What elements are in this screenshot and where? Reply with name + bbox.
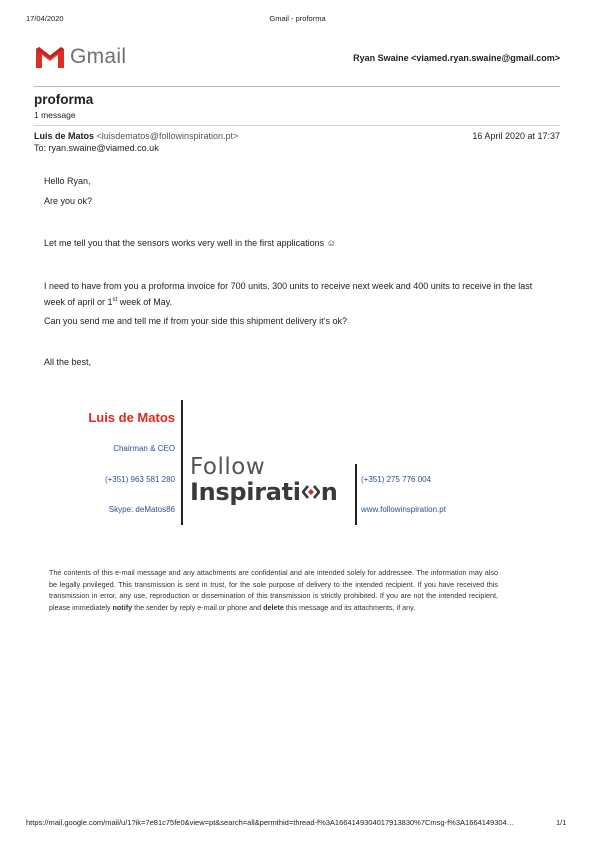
disclaimer-delete: delete (263, 602, 284, 612)
signature-office-phone[interactable]: (+351) 275 776 004 (361, 475, 432, 484)
message-count: 1 message (34, 110, 76, 120)
disclaimer-text-2: the sender by reply e-mail or phone and (132, 602, 264, 612)
follow-inspiration-logo (190, 454, 350, 510)
signature-website-link[interactable]: www.followinspiration.pt (361, 505, 446, 514)
disclaimer-text: The contents of this e-mail message and any attachments are confidential and are intended solely for addressee. The information may also be legally privileged. This transmission is sent in trust, for the sole purpose of delivery to the intended recipient. If you have received this transmission in error, any use, reproduction or dissemination of this transmission is strictly prohibited. If you are not the intended recipient, please immediately (49, 568, 498, 612)
message-date: 16 April 2020 at 17:37 (472, 131, 560, 141)
sender-email[interactable]: <luisdematos@followinspiration.pt> (96, 131, 239, 141)
print-page-number: 1/1 (556, 818, 567, 827)
header-divider (34, 86, 560, 87)
signature-divider-left (181, 400, 183, 525)
print-date: 17/04/2020 (26, 14, 64, 23)
disclaimer-notify: notify (112, 602, 133, 612)
logo-follow-text: Follow (190, 454, 266, 480)
logo-inspiration-start: Inspirati (190, 478, 301, 506)
logo-inspiration-text (190, 478, 338, 506)
signature-skype: Skype: deMatos86 (108, 505, 175, 514)
body-closing: All the best, (44, 357, 92, 367)
print-title: Gmail - proforma (269, 14, 326, 23)
body-proforma-text: I need to have from you a proforma invoice for 700 units. 300 units to receive next week and 400 units to receive in the last week of april or 1 (44, 281, 533, 307)
gmail-logo[interactable] (34, 45, 134, 71)
thread-divider (34, 125, 560, 126)
ordinal-suffix: st (112, 296, 118, 303)
body-proforma-request (44, 280, 544, 309)
thread-subject: proforma (34, 92, 94, 107)
signature-divider-right (355, 464, 357, 525)
signature-name: Luis de Matos (88, 410, 175, 425)
sender-name: Luis de Matos (34, 131, 95, 141)
body-question: Are you ok? (44, 196, 93, 206)
logo-arrow-o-icon (302, 483, 320, 501)
print-footer-url: https://mail.google.com/mail/u/1?ik=7e81c75fe0&view=pt&search=all&permthid=thread-f%3A1664149304017913830%7Cmsg-f%3A1664149304… (26, 818, 515, 827)
body-sensors-line: Let me tell you that the sensors works very well in the first applications ☺ (44, 238, 336, 248)
body-proforma-text-end: week of May. (117, 296, 173, 307)
body-shipment-question: Can you send me and tell me if from your side this shipment delivery it’s ok? (44, 316, 347, 326)
account-name: Ryan Swaine <viamed.ryan.swaine@gmail.com> (353, 53, 560, 63)
logo-inspiration-end: n (320, 478, 338, 506)
sender (34, 131, 238, 141)
signature-mobile[interactable]: (+351) 963 581 280 (104, 475, 175, 484)
signature-role: Chairman & CEO (113, 444, 175, 453)
recipient: To: ryan.swaine@viamed.co.uk (34, 143, 159, 153)
gmail-wordmark: Gmail (70, 45, 127, 68)
legal-disclaimer (49, 567, 498, 613)
body-greeting: Hello Ryan, (44, 176, 91, 186)
gmail-envelope-icon (34, 46, 66, 70)
disclaimer-text-3: this message and its attachments, if any. (283, 602, 416, 612)
